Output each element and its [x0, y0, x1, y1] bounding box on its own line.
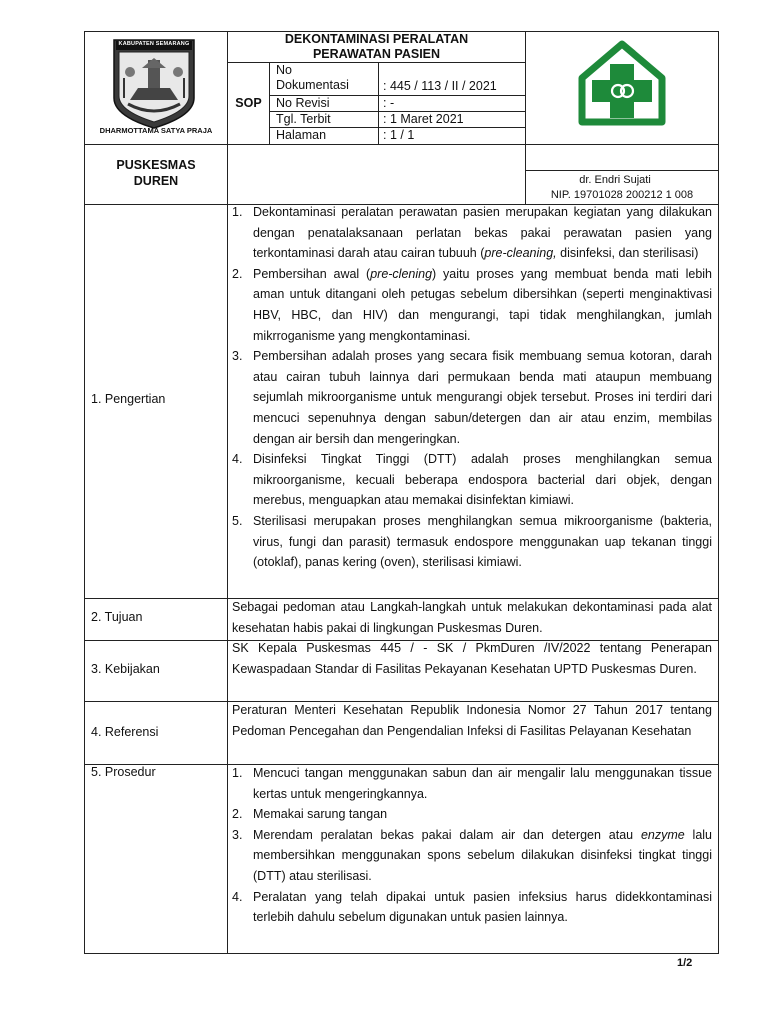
page-value: : 1 / 1: [383, 128, 415, 142]
doc-number-label: No Dokumentasi: [276, 63, 349, 92]
logo-banner-text: KABUPATEN SEMARANG: [118, 41, 190, 47]
pengertian-content: [232, 202, 712, 573]
list-item: 5. Sterilisasi merupakan proses menghilangkan semua mikroorganisme (bakteria, virus, fungi dan parasit) termasuk endospore menggunakan uap tekanan tinggi (otoklaf), panas kering (oven), sterilisasi kimiawi.: [232, 513, 712, 570]
list-item: 2. Pembersihan awal (pre-clening) yaitu proses yang membuat benda mati lebih aman untuk ditangani oleh petugas sebelum dibersihkan (seperti menginaktivasi HBV, HBC, dan HIV) dan mengurangi, tapi tidak menghilangkan, jumlah mikrroganisme yang mengkontaminasi.: [232, 266, 713, 343]
section-label-pengertian: 1. Pengertian: [91, 392, 166, 406]
section-label-kebijakan: 3. Kebijakan: [91, 662, 160, 676]
crest-icon: [108, 38, 200, 130]
org-name: [85, 157, 227, 189]
puskesmas-logo: [576, 40, 668, 132]
document-title: [228, 32, 525, 62]
issue-date-value: : 1 Maret 2021: [383, 112, 464, 126]
section-label-prosedur: 5. Prosedur: [91, 765, 156, 779]
org-line-1: PUSKESMAS: [116, 158, 196, 172]
sop-label: SOP: [235, 96, 262, 110]
kabupaten-semarang-logo: [108, 38, 200, 130]
tujuan-content: Sebagai pedoman atau Langkah-langkah untuk melakukan dekontaminasi pada alat kesehatan habis pakai di lingkungan Puskesmas Duren.: [232, 600, 712, 635]
list-item: 2. Memakai sarung tangan: [232, 807, 388, 822]
list-item: 4. Peralatan yang telah dipakai untuk pasien infeksius harus didekkontaminasi terlebih dahulu sebelum digunakan untuk pasien lainnya.: [232, 889, 712, 925]
title-line-2: PERAWATAN PASIEN: [312, 47, 441, 61]
list-item: 4. Disinfeksi Tingkat Tinggi (DTT) adalah proses menghilangkan semua mikroorganisme, kecuali beberapa endospora bacterial dari objek, dengan merebus, menguapkan atau memakai disinfektan kimiawi.: [232, 452, 712, 508]
doc-number-value: : 445 / 113 / II / 2021: [383, 79, 497, 93]
org-line-2: DUREN: [133, 174, 179, 188]
signer-nip: NIP. 19701028 200212 1 008: [550, 189, 694, 201]
title-line-1: DEKONTAMINASI PERALATAN: [284, 32, 469, 46]
list-item: 1. Mencuci tangan menggunakan sabun dan air mengalir lalu menggunakan tissue kertas untuk mengeringkannya.: [232, 766, 712, 801]
signer-block: [526, 173, 718, 203]
issue-date-label: Tgl. Terbit: [276, 112, 331, 126]
list-item: 3. Merendam peralatan bekas pakai dalam air dan detergen atau enzyme lalu membersihkan menggunakan spons sebelum dilakukan disinfeksi tingkat tinggi (DTT) atau sterilisasi.: [232, 827, 712, 883]
signer-name: dr. Endri Sujati: [579, 174, 651, 186]
page-number: 1/2: [677, 957, 693, 969]
list-item: 1. Dekontaminasi peralatan perawatan pasien merupakan kegiatan yang dilakukan dengan penatalaksanaan perlatan bekas pakai perawatan pasien yang terkontaminasi darah atau cairan tubuuh (pre-cleaning, disinfeksi, dan sterilisasi): [232, 205, 712, 261]
revision-value: : -: [383, 96, 395, 110]
logo-motto: DHARMOTTAMA SATYA PRAJA: [99, 126, 213, 135]
section-label-tujuan: 2. Tujuan: [91, 610, 143, 624]
puskesmas-cross-icon: [576, 40, 668, 132]
referensi-content: Peraturan Menteri Kesehatan Republik Indonesia Nomor 27 Tahun 2017 tentang Pedoman Pencegahan dan Pengendalian Infeksi di Fasilitas Pelayanan Kesehatan: [232, 703, 712, 738]
section-label-referensi: 4. Referensi: [91, 725, 159, 739]
list-item: 3. Pembersihan adalah proses yang secara fisik membuang semua kotoran, darah atau cairan tubuh lainnya dari permukaan benda mati ataupun membuang sejumlah mikroorganisme untuk mengurangi objek tersebut. Proses ini terdiri dari mencuci sepenuhnya dengan sabun/detergen dan air atau enzim, membilas dengan air bersih dan mengeringkan.: [232, 349, 712, 446]
prosedur-content: [232, 763, 712, 928]
revision-label: No Revisi: [276, 96, 330, 110]
kebijakan-content: SK Kepala Puskesmas 445 / - SK / PkmDuren /IV/2022 tentang Penerapan Kewaspadaan Standar di Fasilitas Pekayanan Kesehatan UPTD Puskesmas Duren.: [232, 641, 712, 676]
page-label: Halaman: [276, 128, 327, 142]
